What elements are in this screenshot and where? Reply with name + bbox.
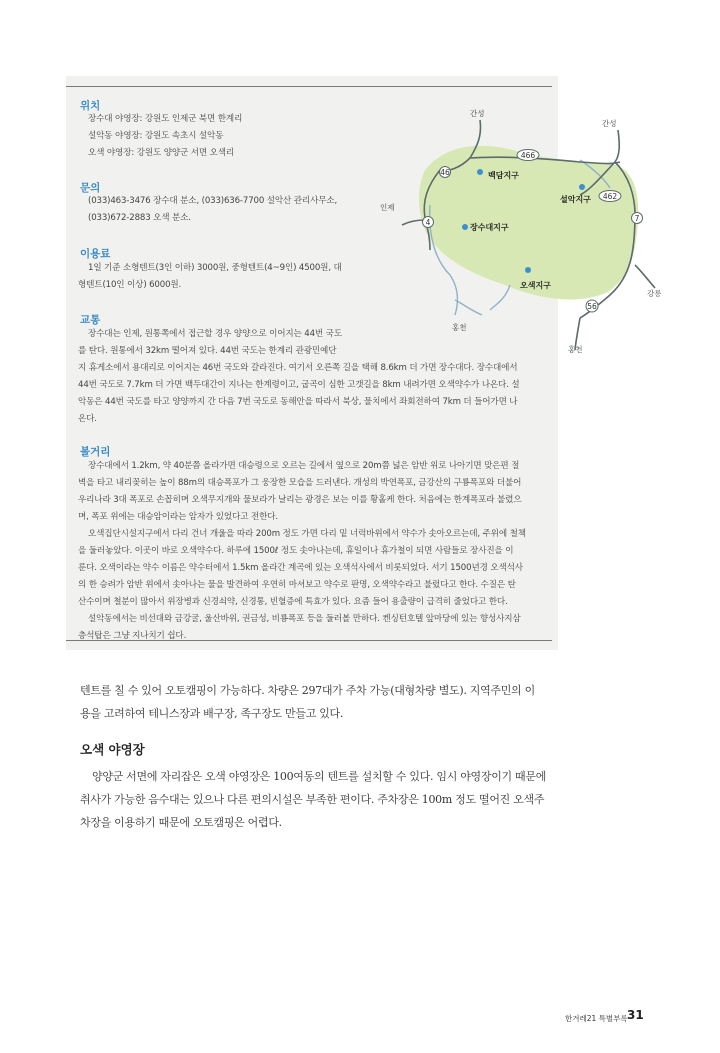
place-label-inje: 인제 [380, 203, 395, 212]
route-label: 4 [425, 218, 431, 227]
route-label: 462 [602, 192, 618, 201]
place-label-gangneung: 강릉 [647, 289, 662, 298]
place-label-ganseong: 간성 [470, 109, 485, 118]
fee-line: 형텐트(10인 이상) 6000원. [78, 280, 182, 290]
attractions-line: 벽을 타고 내리꽂히는 높이 88m의 대승폭포가 그 웅장한 모습을 드러낸다. 개성의 박연폭포, 금강산의 구룡폭포와 더불어 [78, 478, 522, 488]
marker-jangsudae [462, 224, 468, 230]
attractions-line: 산수이며 철분이 많아서 위장병과 신경쇠약, 신경통, 빈혈증에 특효가 있다. 요즘 들어 용출량이 급격히 줄었다고 한다. [78, 597, 508, 607]
location-line: 오색 야영장: 강원도 양양군 서면 오색리 [88, 148, 235, 158]
contact-line: (033)463-3476 장수대 분소, (033)636-7700 설악산 관리사무소, [88, 196, 338, 206]
district-label-jangsudae: 장수대지구 [470, 223, 509, 232]
route-label: 46 [440, 168, 450, 177]
transport-line: 44번 국도로 7.7km 더 가면 백두대간이 지나는 한계령이고, 굽곡이 심한 고갯길을 8km 내려가면 오색약수가 나온다. 설 [78, 380, 520, 390]
body-paragraph-line: 차장을 이용하기 때문에 오토캠핑은 어렵다. [80, 816, 282, 829]
district-label-seorak: 설악지구 [560, 195, 591, 204]
transport-line: 악동은 44번 국도를 타고 양양까지 간 다음 7번 국도로 동해안을 따라서 북상, 물치에서 좌회전하여 7km 더 들어가면 나 [78, 397, 518, 407]
attractions-line: 설악동에서는 비선대와 금강굴, 울산바위, 권금성, 비룡폭포 등을 둘러볼 만하다. 켄싱턴호텔 앞마당에 있는 향성사지삼 [88, 614, 521, 624]
footer-issue-label: 한겨레21 특별부록 [565, 1014, 628, 1023]
transport-line: 를 탄다. 원통에서 32km 떨어져 있다. 44번 국도는 한계리 관광민예단 [78, 346, 337, 356]
section-title-fee: 이용료 [80, 248, 111, 260]
attractions-line: 장수대에서 1.2km, 약 40분쯤 올라가면 대승령으로 오르는 길에서 옆으로 20m쯤 넓은 암반 위로 나아기면 맞은편 절 [88, 461, 520, 471]
marker-seorak [579, 184, 585, 190]
section-title-location: 위치 [80, 100, 101, 112]
body-paragraph-line: 텐트를 칠 수 있어 오토캠핑이 가능하다. 차량은 297대가 주차 가능(대형차량 별도). 지역주민의 이 [80, 684, 535, 697]
district-label-osaek: 오색지구 [520, 281, 551, 290]
transport-line: 지 휴게소에서 용대리로 이어지는 46번 국도와 갈라진다. 여기서 오른쪽 길을 택해 8.6km 더 가면 장수대다. 장수대에서 [78, 363, 518, 373]
section-heading-osaek: 오색 야영장 [80, 742, 145, 757]
attractions-line: 오색집단시설지구에서 다리 건너 개울을 따라 200m 정도 가면 다리 밑 너럭바위에서 약수가 솟아오르는데, 주위에 철책 [88, 529, 526, 539]
section-title-transport: 교통 [80, 314, 101, 326]
attractions-line: 을 둘러놓았다. 이곳이 바로 오색약수다. 하루에 1500ℓ 정도 솟아나는데, 휴일이나 휴가철이 되면 사람들로 장사진을 이 [78, 546, 514, 556]
fee-line: 1일 기준 소형텐트(3인 이하) 3000원, 중형텐트(4~9인) 4500원, 대 [88, 263, 342, 273]
attractions-line: 의 한 승려가 암반 위에서 솟아나는 물을 발견하여 우연히 마셔보고 약수로 판명, 오색약수라고 불렀다고 한다. 수질은 탄 [78, 580, 516, 590]
route-label: 466 [520, 151, 536, 160]
route-label: 7 [634, 214, 640, 223]
campsite-map [370, 100, 670, 360]
district-label-baekdam: 백담지구 [488, 171, 519, 180]
place-label-hongcheon: 홍천 [568, 345, 583, 354]
transport-line: 장수대는 인제, 원통쪽에서 접근할 경우 양양으로 이어지는 44번 국도 [88, 329, 342, 339]
attractions-line: 룬다. 오색이라는 약수 이름은 약수터에서 1.5km 올라간 계곡에 있는 오색석사에서 비롯되었다. 서기 1500년경 오색석사 [78, 563, 523, 573]
place-label-ganseong: 간성 [602, 119, 617, 128]
body-paragraph-line: 용을 고려하여 테니스장과 배구장, 족구장도 만들고 있다. [80, 707, 344, 720]
location-line: 장수대 야영장: 강원도 인제군 북면 한계리 [88, 114, 243, 124]
body-paragraph-line: 취사가 가능한 음수대는 있으나 다른 편의시설은 부족한 편이다. 주차장은 100m 정도 떨어진 오색주 [80, 793, 545, 806]
marker-baekdam [477, 169, 483, 175]
body-paragraph-line: 양양군 서면에 자리잡은 오색 야영장은 100여동의 텐트를 설치할 수 있다. 임시 야영장이기 때문에 [92, 770, 547, 783]
attractions-line: 며, 폭포 위에는 대승암이라는 암자가 있었다고 전한다. [78, 512, 278, 522]
top-rule [66, 86, 552, 87]
contact-line: (033)672-2883 오색 분소. [88, 213, 191, 223]
attractions-line: 층석탑은 그냥 지나치기 쉽다. [78, 631, 187, 641]
page-number: 31 [627, 1008, 644, 1022]
section-title-contact: 문의 [80, 182, 101, 194]
location-line: 설악동 야영장: 강원도 속초시 설악동 [88, 131, 224, 141]
transport-line: 온다. [78, 414, 97, 424]
route-label: 56 [587, 302, 597, 311]
place-label-hongcheon: 홍천 [452, 323, 467, 332]
section-title-attractions: 볼거리 [80, 446, 111, 458]
attractions-line: 우리나라 3대 폭포로 손꼽히며 오색무지개와 물보라가 날리는 광경은 보는 이를 황홀케 한다. 처음에는 한계폭포라 불렸으 [78, 495, 522, 505]
marker-osaek [525, 267, 531, 273]
